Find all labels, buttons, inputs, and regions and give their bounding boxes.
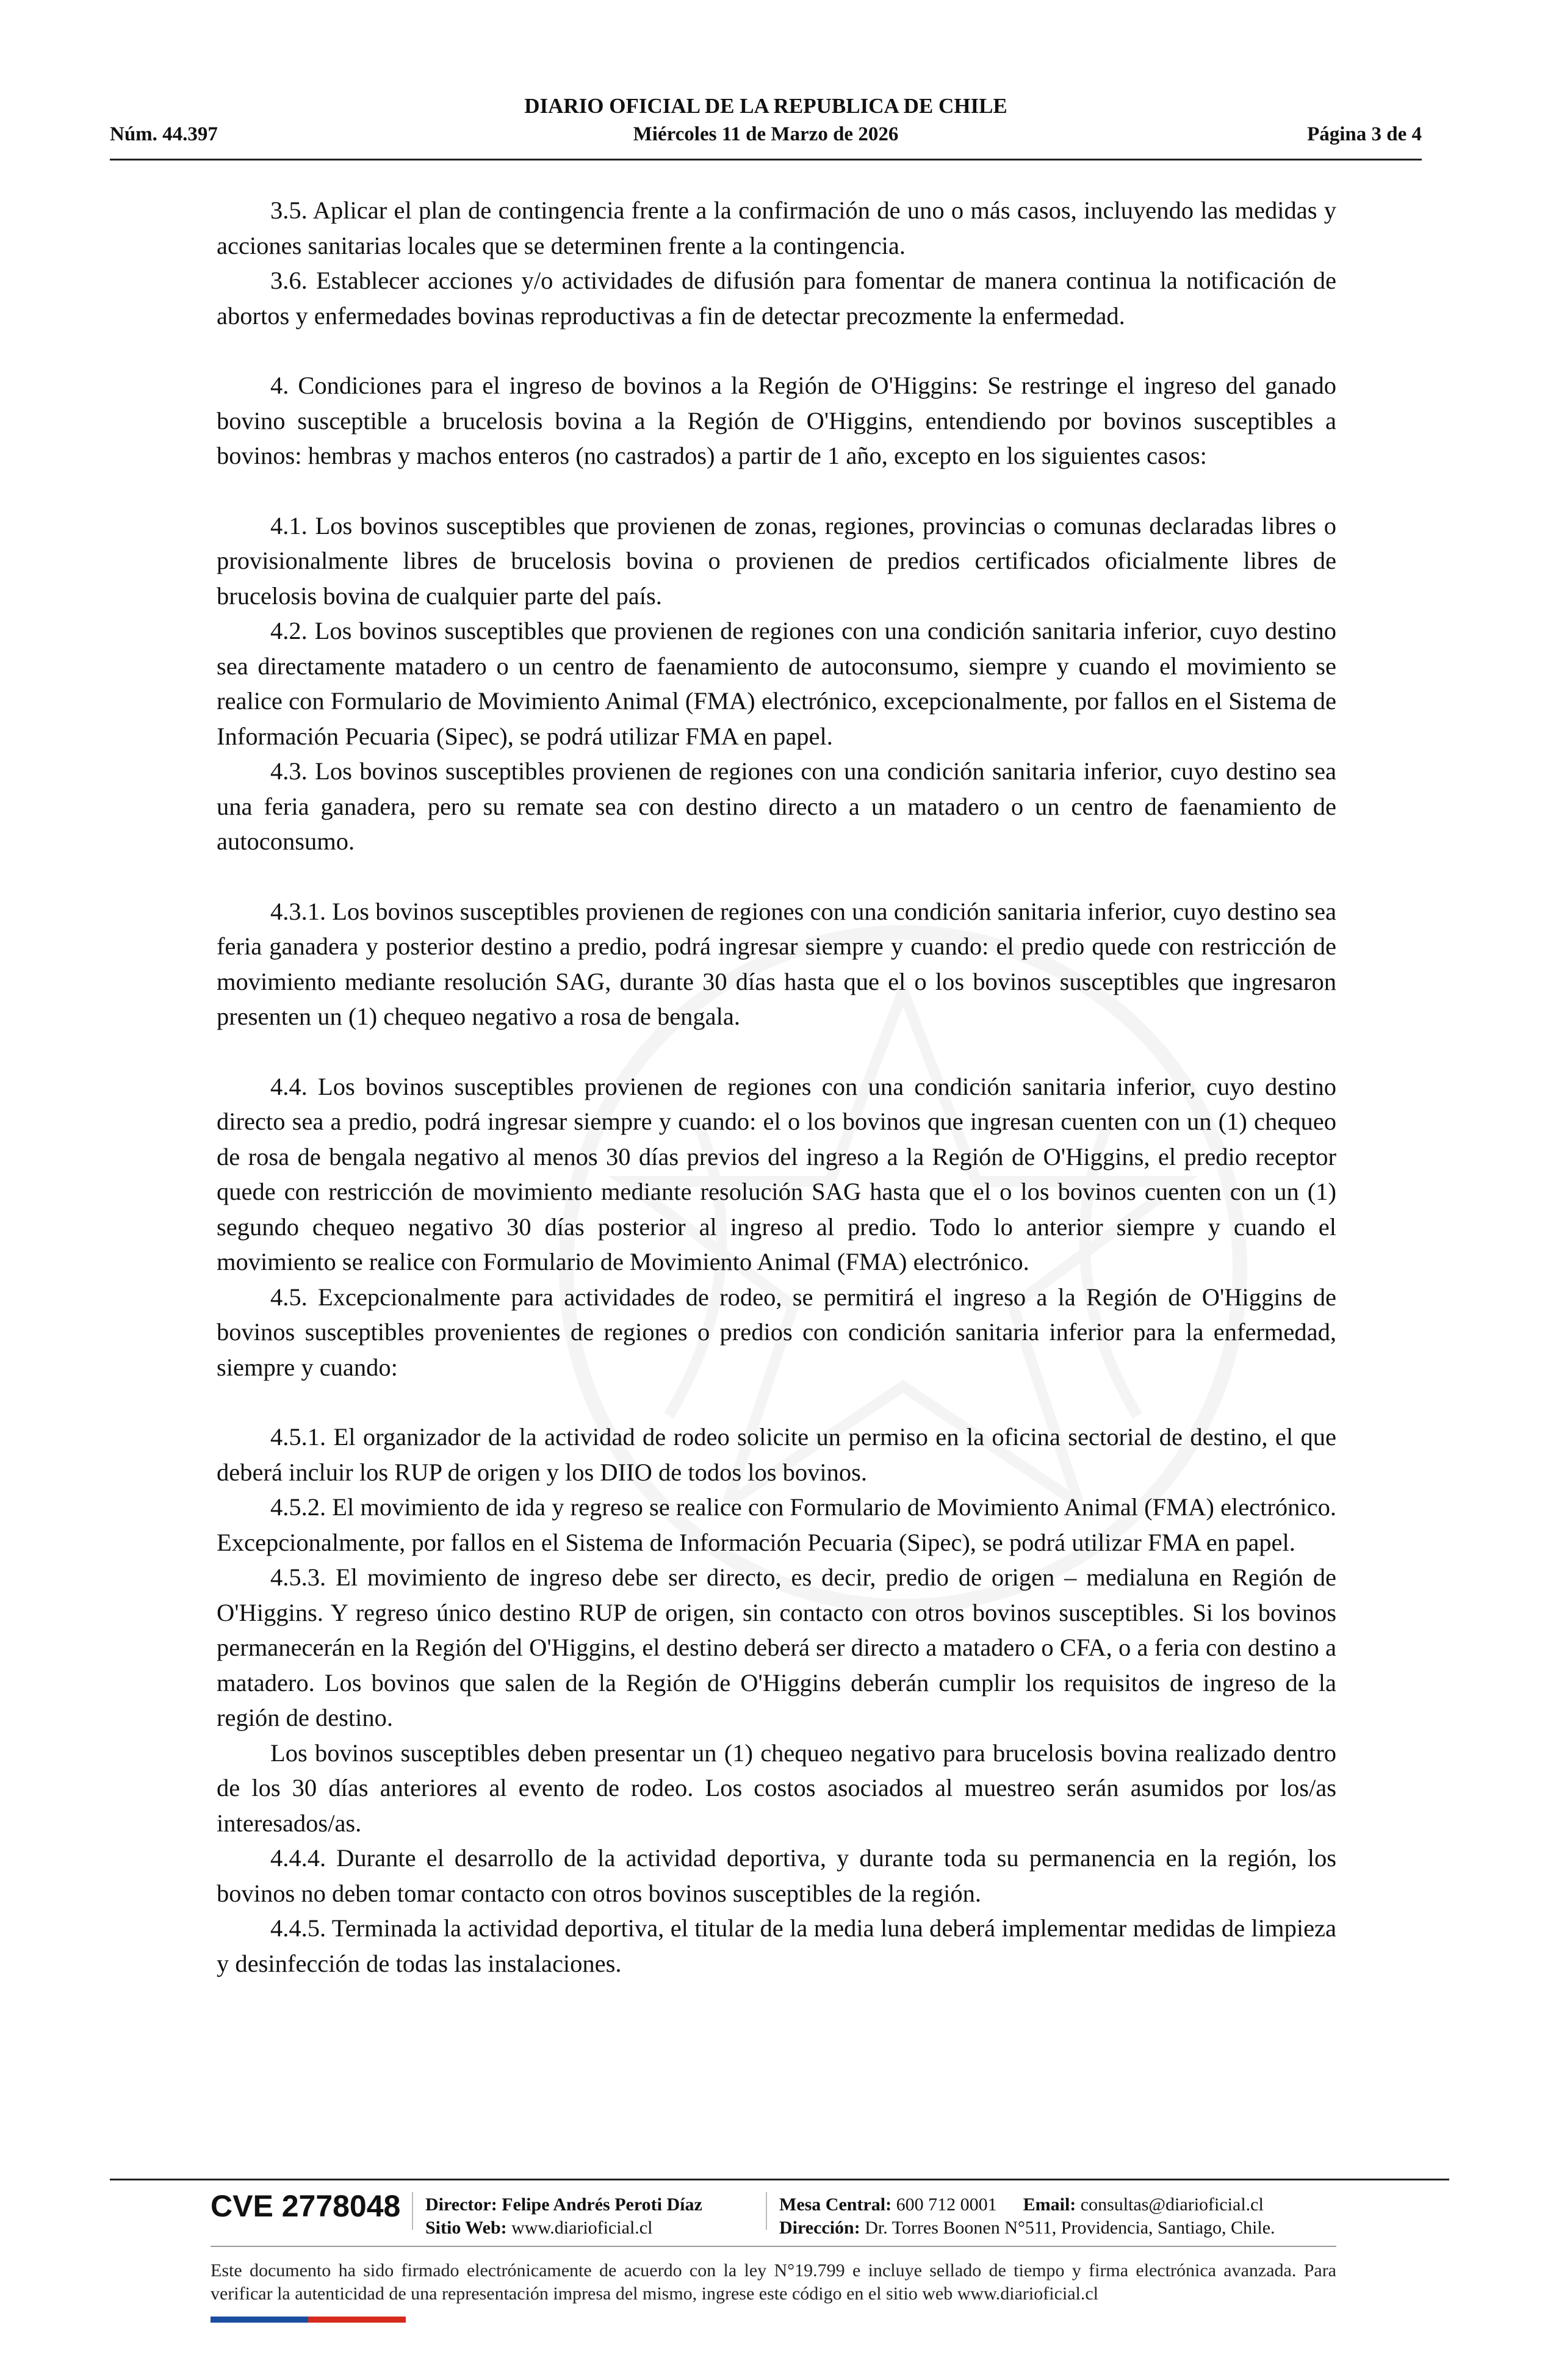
flag-stripe-red [308, 2317, 406, 2323]
footer-divider-secondary [211, 2246, 1336, 2247]
issue-number: Núm. 44.397 [110, 123, 218, 145]
footer-separator [766, 2192, 767, 2230]
address-line [779, 2216, 1275, 2240]
paragraph-testing: Los bovinos susceptibles deben presentar un (1) chequeo negativo para brucelosis bovina realizado dentro de los 30 días anteriores al evento de rodeo. Los costos asociados al muestreo serán asumidos por los/as interesados/as. [217, 1739, 1336, 1837]
contact-line [779, 2193, 1264, 2216]
paragraph-4-5-1: 4.5.1. El organizador de la actividad de rodeo solicite un permiso en la oficina sectorial de destino, el que deberá incluir los RUP de origen y los DIIO de todos los bovinos. [217, 1423, 1336, 1486]
phone-label: Mesa Central: [779, 2194, 892, 2215]
paragraph-4-5-2: 4.5.2. El movimiento de ida y regreso se realice con Formulario de Movimiento Animal (FMA) electrónico. Excepcionalmente, por fallos en el Sistema de Información Pecuaria (Sipec), se podrá utilizar FMA en papel. [217, 1493, 1336, 1556]
paragraph-4-3: 4.3. Los bovinos susceptibles provienen de regiones con una condición sanitaria inferior, cuyo destino sea una feria ganadera, pero su remate sea con destino directo a un matadero o un centro de faenamiento de autoconsumo. [217, 757, 1336, 855]
cve-code: CVE 2778048 [211, 2189, 401, 2223]
paragraph-4-3-1: 4.3.1. Los bovinos susceptibles provienen de regiones con una condición sanitaria inferior, cuyo destino sea feria ganadera y posterior destino a predio, podrá ingresar siempre y cuando: el predio quede con restricción de movimiento mediante resolución SAG, durante 30 días hasta que el o los bovinos susceptibles que ingresaron presenten un (1) chequeo negativo a rosa de bengala. [217, 897, 1336, 1030]
document-body [217, 193, 1336, 1981]
page-number: Página 3 de 4 [1307, 123, 1422, 145]
signature-notice: Este documento ha sido firmado electrónicamente de acuerdo con la ley N°19.799 e incluye sellado de tiempo y firma electrónica avanzada. Para verificar la autenticidad de una representación impresa del mismo, ingrese este código en el sitio web www.diarioficial.cl [211, 2260, 1336, 2304]
page-header [110, 92, 1422, 160]
address-label: Dirección: [779, 2218, 860, 2238]
paragraph-3-5: 3.5. Aplicar el plan de contingencia frente a la confirmación de uno o más casos, incluyendo las medidas y acciones sanitarias locales que se determinen frente a la contingencia. [217, 197, 1336, 259]
flag-stripe-blue [211, 2317, 308, 2323]
phone-value: 600 712 0001 [896, 2194, 997, 2215]
email-link[interactable]: consultas@diarioficial.cl [1080, 2194, 1264, 2215]
director-name: Felipe Andrés Peroti Díaz [502, 2194, 702, 2215]
paragraph-4-1: 4.1. Los bovinos susceptibles que provienen de zonas, regiones, provincias o comunas declaradas libres o provisionalmente libres de brucelosis bovina o provienen de predios certificados oficialmente libres de brucelosis bovina de cualquier parte del país. [217, 511, 1336, 610]
gazette-title: DIARIO OFICIAL DE LA REPUBLICA DE CHILE [524, 94, 1007, 118]
paragraph-4-5-3: 4.5.3. El movimiento de ingreso debe ser directo, es decir, predio de origen – medialuna en Región de O'Higgins. Y regreso único destino RUP de origen, sin contacto con otros bovinos susceptibles. Si los bovinos permanecerán en la Región del O'Higgins, el destino deberá ser directo a matadero o CFA, o a feria con destino a matadero. Los bovinos que salen de la Región de O'Higgins deberán cumplir los requisitos de ingreso de la región de destino. [217, 1563, 1336, 1731]
footer-divider [110, 2179, 1449, 2180]
paragraph-4-4: 4.4. Los bovinos susceptibles provienen de regiones con una condición sanitaria inferior, cuyo destino directo sea a predio, podrá ingresar siempre y cuando: el o los bovinos que ingresan cuenten con un (1) chequeo de rosa de bengala negativo al menos 30 días previos del ingreso a la Región de O'Higgins, el predio receptor quede con restricción de movimiento mediante resolución SAG hasta que el o los bovinos cuenten con un (1) segundo chequeo negativo 30 días posterior al ingreso al predio. Todo lo anterior siempre y cuando el movimiento se realice con Formulario de Movimiento Animal (FMA) electrónico. [217, 1072, 1336, 1275]
site-link[interactable]: www.diarioficial.cl [511, 2218, 653, 2238]
paragraph-4-2: 4.2. Los bovinos susceptibles que provienen de regiones con una condición sanitaria inferior, cuyo destino sea directamente matadero o un centro de faenamiento de autoconsumo, siempre y cuando el movimiento se realice con Formulario de Movimiento Animal (FMA) electrónico, excepcionalmente, por fallos en el Sistema de Información Pecuaria (Sipec), se podrá utilizar FMA en papel. [217, 617, 1336, 750]
paragraph-3-6: 3.6. Establecer acciones y/o actividades de difusión para fomentar de manera continua la notificación de abortos y enfermedades bovinas reproductivas a fin de detectar precozmente la enfermedad. [217, 267, 1336, 330]
site-label: Sitio Web: [425, 2218, 507, 2238]
paragraph-4-4-5: 4.4.5. Terminada la actividad deportiva, el titular de la media luna deberá implementar medidas de limpieza y desinfección de todas las instalaciones. [217, 1914, 1336, 1977]
address-value: Dr. Torres Boonen N°511, Providencia, Santiago, Chile. [865, 2218, 1275, 2238]
paragraph-4: 4. Condiciones para el ingreso de bovinos a la Región de O'Higgins: Se restringe el ingreso del ganado bovino susceptible a brucelosis bovina a la Región de O'Higgins, entendiendo por bovinos susceptibles a bovinos: hembras y machos enteros (no castrados) a partir de 1 año, excepto en los siguientes casos: [217, 372, 1336, 469]
issue-date: Miércoles 11 de Marzo de 2026 [633, 123, 899, 145]
director-line [425, 2193, 702, 2216]
site-line [425, 2216, 652, 2240]
footer-separator [412, 2192, 413, 2230]
email-label: Email: [1023, 2194, 1076, 2215]
director-label: Director: [425, 2194, 497, 2215]
paragraph-4-4-4: 4.4.4. Durante el desarrollo de la actividad deportiva, y durante toda su permanencia en la región, los bovinos no deben tomar contacto con otros bovinos susceptibles de la región. [217, 1844, 1336, 1907]
paragraph-4-5: 4.5. Excepcionalmente para actividades de rodeo, se permitirá el ingreso a la Región de O'Higgins de bovinos susceptibles provenientes de regiones o predios con condición sanitaria inferior para la enfermedad, siempre y cuando: [217, 1283, 1336, 1381]
